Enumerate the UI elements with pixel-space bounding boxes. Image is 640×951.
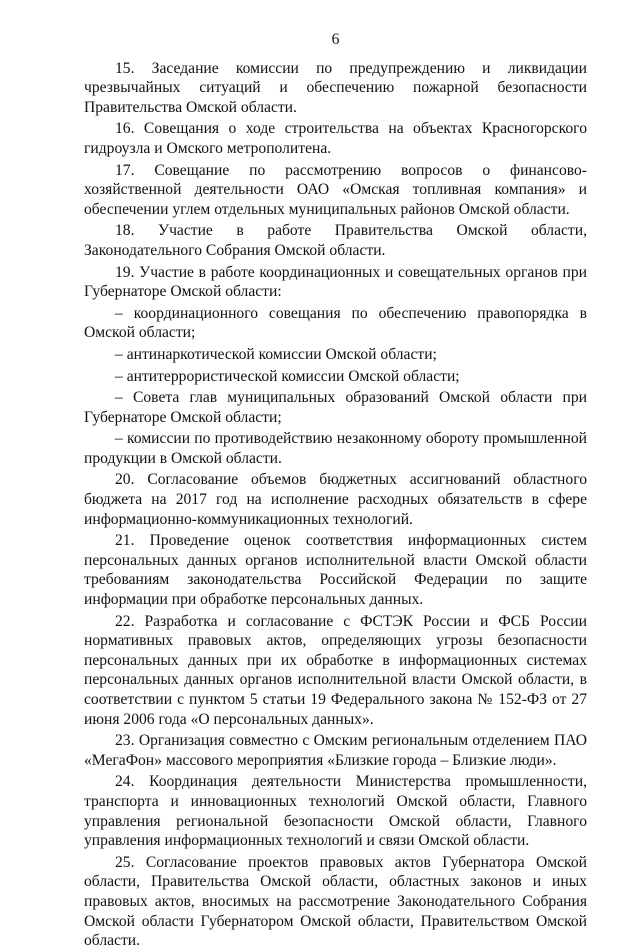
paragraph-21: 21. Проведение оценок соответствия информационных систем персональных данных органов исполнительной власти Омской области требованиям законодательства Российской Федерации по защите информации при обработке персональных данных. xyxy=(84,532,587,609)
paragraph-19: 19. Участие в работе координационных и совещательных органов при Губернаторе Омской области: xyxy=(84,263,587,301)
list-item-coordination-meeting: – координационного совещания по обеспечению правопорядка в Омской области; xyxy=(84,304,587,342)
page-number: 6 xyxy=(331,31,340,48)
paragraph-18: 18. Участие в работе Правительства Омской области, Законодательного Собрания Омской области. xyxy=(84,222,587,259)
list-item-illegal-trade-commission: – комиссии по противодействию незаконному обороту промышленной продукции в Омской области. xyxy=(84,430,587,467)
list-item-municipal-council: – Совета глав муниципальных образований Омской области при Губернаторе Омской области; xyxy=(84,389,587,426)
paragraph-24: 24. Координация деятельности Министерства промышленности, транспорта и инновационных технологий Омской области, Главного управления региональной безопасности Омской области, Главного управления информационных технологий и связи Омской области. xyxy=(84,773,587,850)
list-item-antidrug-commission: – антинаркотической комиссии Омской области; xyxy=(115,345,437,363)
paragraph-17: 17. Совещание по рассмотрению вопросов о финансово-хозяйственной деятельности ОАО «Омская топливная компания» и обеспечении углем отдельных муниципальных районов Омской области. xyxy=(84,161,587,218)
paragraph-22: 22. Разработка и согласование с ФСТЭК России и ФСБ России нормативных правовых актов, определяющих угрозы безопасности персональных данных при их обработке в информационных системах персональных данных органов исполнительной власти Омской области, в соответствии с пунктом 5 статьи 19 Федерального закона № 152-ФЗ от 27 июня 2006 года «О персональных данных». xyxy=(84,612,587,728)
paragraph-25: 25. Согласование проектов правовых актов Губернатора Омской области, Правительства Омской области, областных законов и иных правовых актов, вносимых на рассмотрение Законодательного Собрания Омской области Губернатором Омской области, Правительством Омской области. xyxy=(84,853,587,950)
paragraph-23: 23. Организация совместно с Омским региональным отделением ПАО «МегаФон» массового мероприятия «Близкие города – Близкие люди». xyxy=(84,732,587,769)
list-item-antiterror-commission: – антитеррористической комиссии Омской области; xyxy=(115,367,460,385)
paragraph-16: 16. Совещания о ходе строительства на объектах Красногорского гидроузла и Омского метрополитена. xyxy=(84,120,587,157)
paragraph-20: 20. Согласование объемов бюджетных ассигнований областного бюджета на 2017 год на исполнение расходных обязательств в сфере информационно-коммуникационных технологий. xyxy=(84,471,587,528)
paragraph-15: 15. Заседание комиссии по предупреждению и ликвидации чрезвычайных ситуаций и обеспечению пожарной безопасности Правительства Омской области. xyxy=(84,59,587,116)
